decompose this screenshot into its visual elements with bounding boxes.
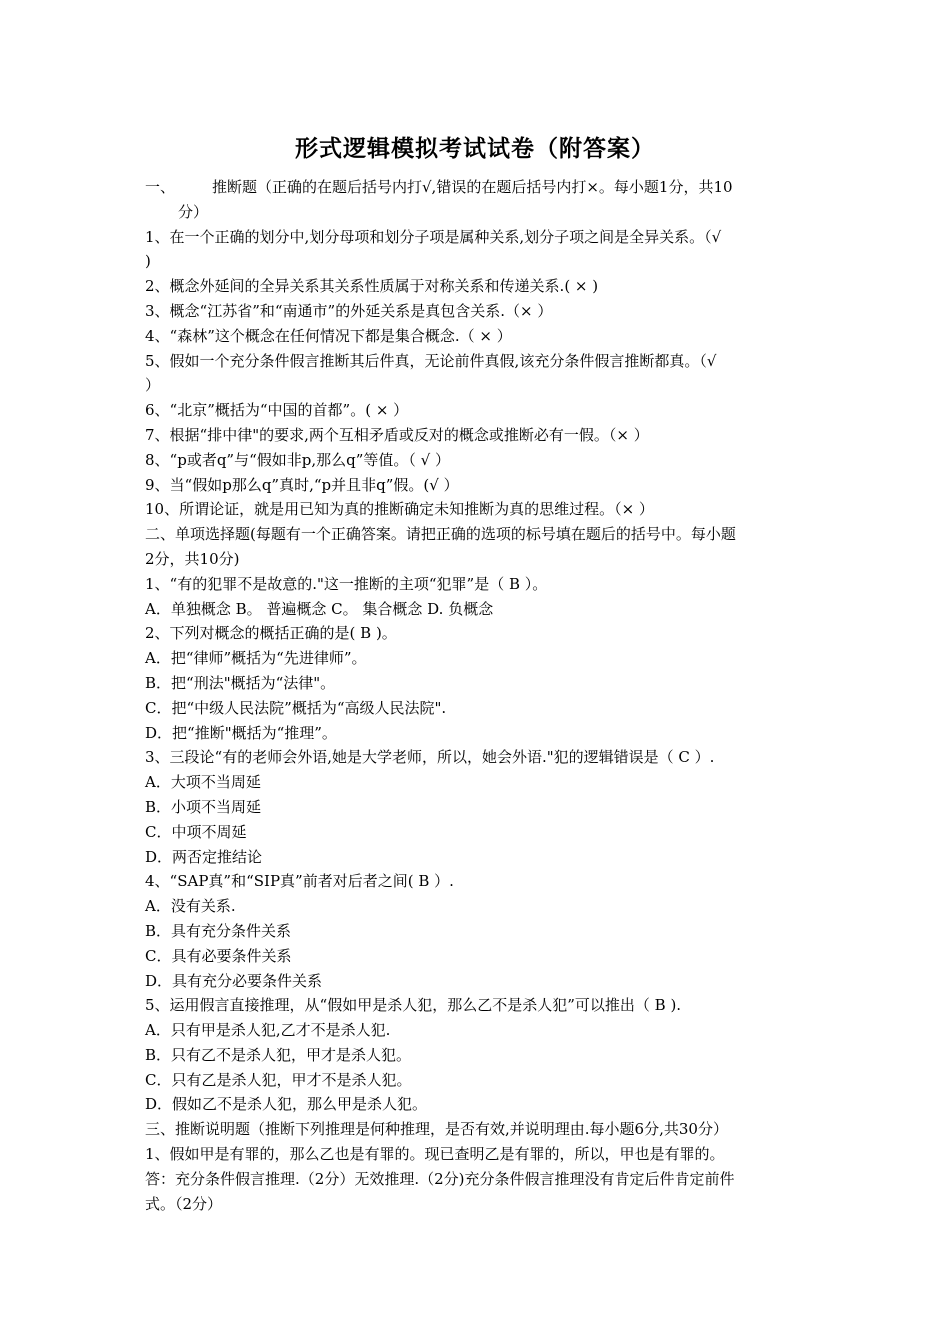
option-line: B．具有充分条件关系 [145, 921, 292, 940]
option-line: C．把“中级人民法院”概括为“高级人民法院". [145, 698, 447, 717]
question-line: ） [145, 376, 161, 395]
section1-header-cont: 分） [178, 202, 209, 221]
question-line: 1、“有的犯罪不是故意的."这一推断的主项“犯罪”是（ B ）。 [145, 574, 548, 593]
option-line: A．没有关系. [145, 897, 236, 916]
option-line: C．只有乙是杀人犯，甲才不是杀人犯。 [145, 1070, 412, 1089]
question-line: 3、三段论“有的老师会外语,她是大学老师，所以，她会外语."犯的逻辑错误是（ C ）. [145, 748, 715, 767]
question-line: 5、运用假言直接推理，从“假如甲是杀人犯，那么乙不是杀人犯”可以推出（ B ). [145, 996, 682, 1015]
section3-header: 三、推断说明题（推断下列推理是何种推理，是否有效,并说明理由.每小题6分,共30分） [145, 1120, 728, 1139]
option-line: B．小项不当周延 [145, 797, 262, 816]
option-line: A．大项不当周延 [145, 773, 261, 792]
question-line: 3、概念“江苏省”和“南通市”的外延关系是真包含关系.（× ） [145, 301, 553, 320]
question-line: 1、假如甲是有罪的，那么乙也是有罪的。现已查明乙是有罪的，所以，甲也是有罪的。 [145, 1145, 725, 1164]
question-line: 4、“森林”这个概念在任何情况下都是集合概念.（ × ） [145, 326, 512, 345]
option-line: C．具有必要条件关系 [145, 946, 292, 965]
section1-number: 一、 [145, 178, 176, 196]
option-line: B．只有乙不是杀人犯，甲才是杀人犯。 [145, 1045, 412, 1064]
option-line: D．假如乙不是杀人犯，那么甲是杀人犯。 [145, 1095, 428, 1114]
option-line: A．只有甲是杀人犯,乙才不是杀人犯. [145, 1021, 391, 1040]
section1-header-text: 推断题（正确的在题后括号内打√,错误的在题后括号内打×。每小题1分，共10 [212, 178, 733, 196]
page-title: 形式逻辑模拟考试试卷（附答案） [295, 135, 655, 162]
section2-header: 二、单项选择题(每题有一个正确答案。请把正确的选项的标号填在题后的括号中。每小题 [145, 525, 736, 544]
option-line: B．把“刑法"概括为“法律"。 [145, 673, 336, 692]
question-line: 9、当“假如p那么q”真时,“p并且非q”假。(√ ） [145, 475, 459, 494]
question-line: 5、假如一个充分条件假言推断其后件真，无论前件真假,该充分条件假言推断都真。（√ [145, 351, 717, 370]
section1-header [145, 175, 810, 200]
question-line: 10、所谓论证，就是用已知为真的推断确定未知推断为真的思维过程。（× ） [145, 500, 654, 519]
option-line: D．具有充分必要条件关系 [145, 971, 323, 990]
section2-header-cont: 2分，共10分) [145, 549, 240, 568]
question-line: 6、“北京”概括为“中国的首都”。( × ） [145, 401, 409, 420]
answer-line: 式。（2分） [145, 1194, 223, 1213]
question-line: 1、在一个正确的划分中,划分母项和划分子项是属种关系,划分子项之间是全异关系。（√ [145, 227, 722, 246]
option-line: D．两否定推结论 [145, 847, 263, 866]
question-line: 2、概念外延间的全异关系其关系性质属于对称关系和传递关系.( × ) [145, 277, 599, 296]
exam-content [145, 175, 810, 1216]
option-line: C．中项不周延 [145, 822, 247, 841]
option-line: A．把“律师”概括为“先进律师”。 [145, 649, 367, 668]
question-line: 7、根据“排中律"的要求,两个互相矛盾或反对的概念或推断必有一假。（× ） [145, 425, 649, 444]
answer-line: 答：充分条件假言推理.（2分）无效推理.（2分)充分条件假言推理没有肯定后件肯定前件 [145, 1169, 735, 1188]
option-line: D．把“推断"概括为“推理”。 [145, 723, 337, 742]
question-line: 2、下列对概念的概括正确的是( B )。 [145, 624, 397, 643]
question-line: ) [145, 252, 151, 271]
question-line: 8、“p或者q”与“假如非p,那么q”等值。（ √ ） [145, 450, 450, 469]
question-line: 4、“SAP真”和“SIP真”前者对后者之间( B ）. [145, 872, 454, 891]
option-line: A．单独概念 B。 普遍概念 C。 集合概念 D. 负概念 [145, 599, 494, 618]
